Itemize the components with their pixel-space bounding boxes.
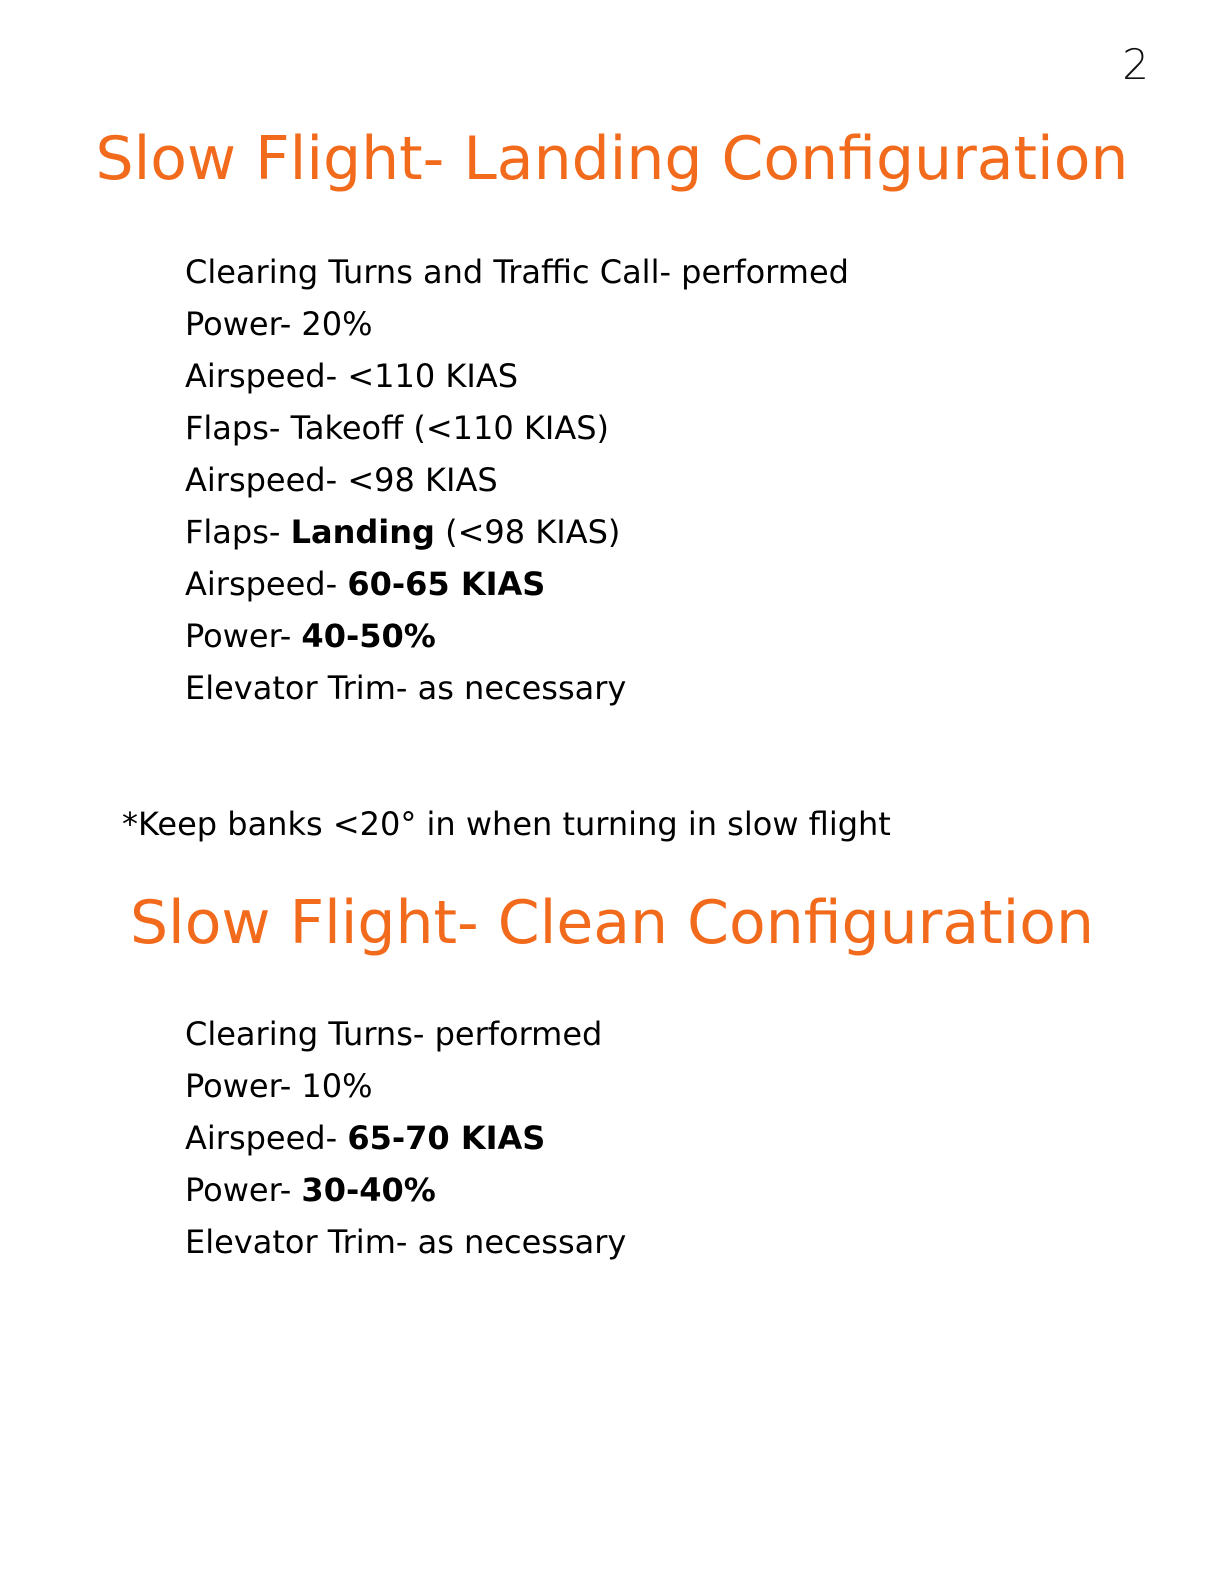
step-text: Airspeed- [185,565,348,603]
step-emphasis: Landing [290,513,435,551]
step-text-wrap [185,1220,626,1264]
step-text-wrap [185,510,620,554]
step-text-wrap [185,614,436,658]
step-text-after: (<98 KIAS) [434,513,621,551]
step-emphasis: 40-50% [301,617,436,655]
step-text-wrap [185,302,373,346]
step-emphasis: 30-40% [301,1171,436,1209]
step-emphasis: 65-70 KIAS [347,1119,546,1157]
step-text-wrap [185,1064,373,1108]
landing-section-title: Slow Flight- Landing Configuration [95,124,1129,194]
step-text-wrap [185,562,545,606]
step-text: Airspeed- [185,1119,348,1157]
step-text: Power- 10% [185,1067,373,1105]
step-text: Power- 20% [185,305,373,343]
clean-section-title: Slow Flight- Clean Configuration [129,888,1095,958]
step-text: Elevator Trim- as necessary [185,1223,627,1261]
step-text-wrap [185,406,609,450]
bank-angle-note: *Keep banks <20° in when turning in slow flight [122,805,891,843]
step-text: Flaps- [185,513,291,551]
step-text: Airspeed- <110 KIAS [185,357,519,395]
step-text: Flaps- Takeoff (<110 KIAS) [185,409,609,447]
step-text-wrap [185,458,498,502]
step-text-wrap [185,1168,436,1212]
step-text: Power- [185,617,302,655]
step-emphasis: 60-65 KIAS [347,565,546,603]
step-text: Clearing Turns and Traffic Call- performed [185,253,849,291]
page-number: 2 [1122,40,1149,89]
step-text: Clearing Turns- performed [185,1015,603,1053]
step-text-wrap [185,1012,602,1056]
step-text: Airspeed- <98 KIAS [185,461,498,499]
step-text-wrap [185,354,518,398]
step-text-wrap [185,1116,545,1160]
step-text: Elevator Trim- as necessary [185,669,627,707]
step-text: Power- [185,1171,302,1209]
step-text-wrap [185,250,849,294]
step-text-wrap [185,666,626,710]
